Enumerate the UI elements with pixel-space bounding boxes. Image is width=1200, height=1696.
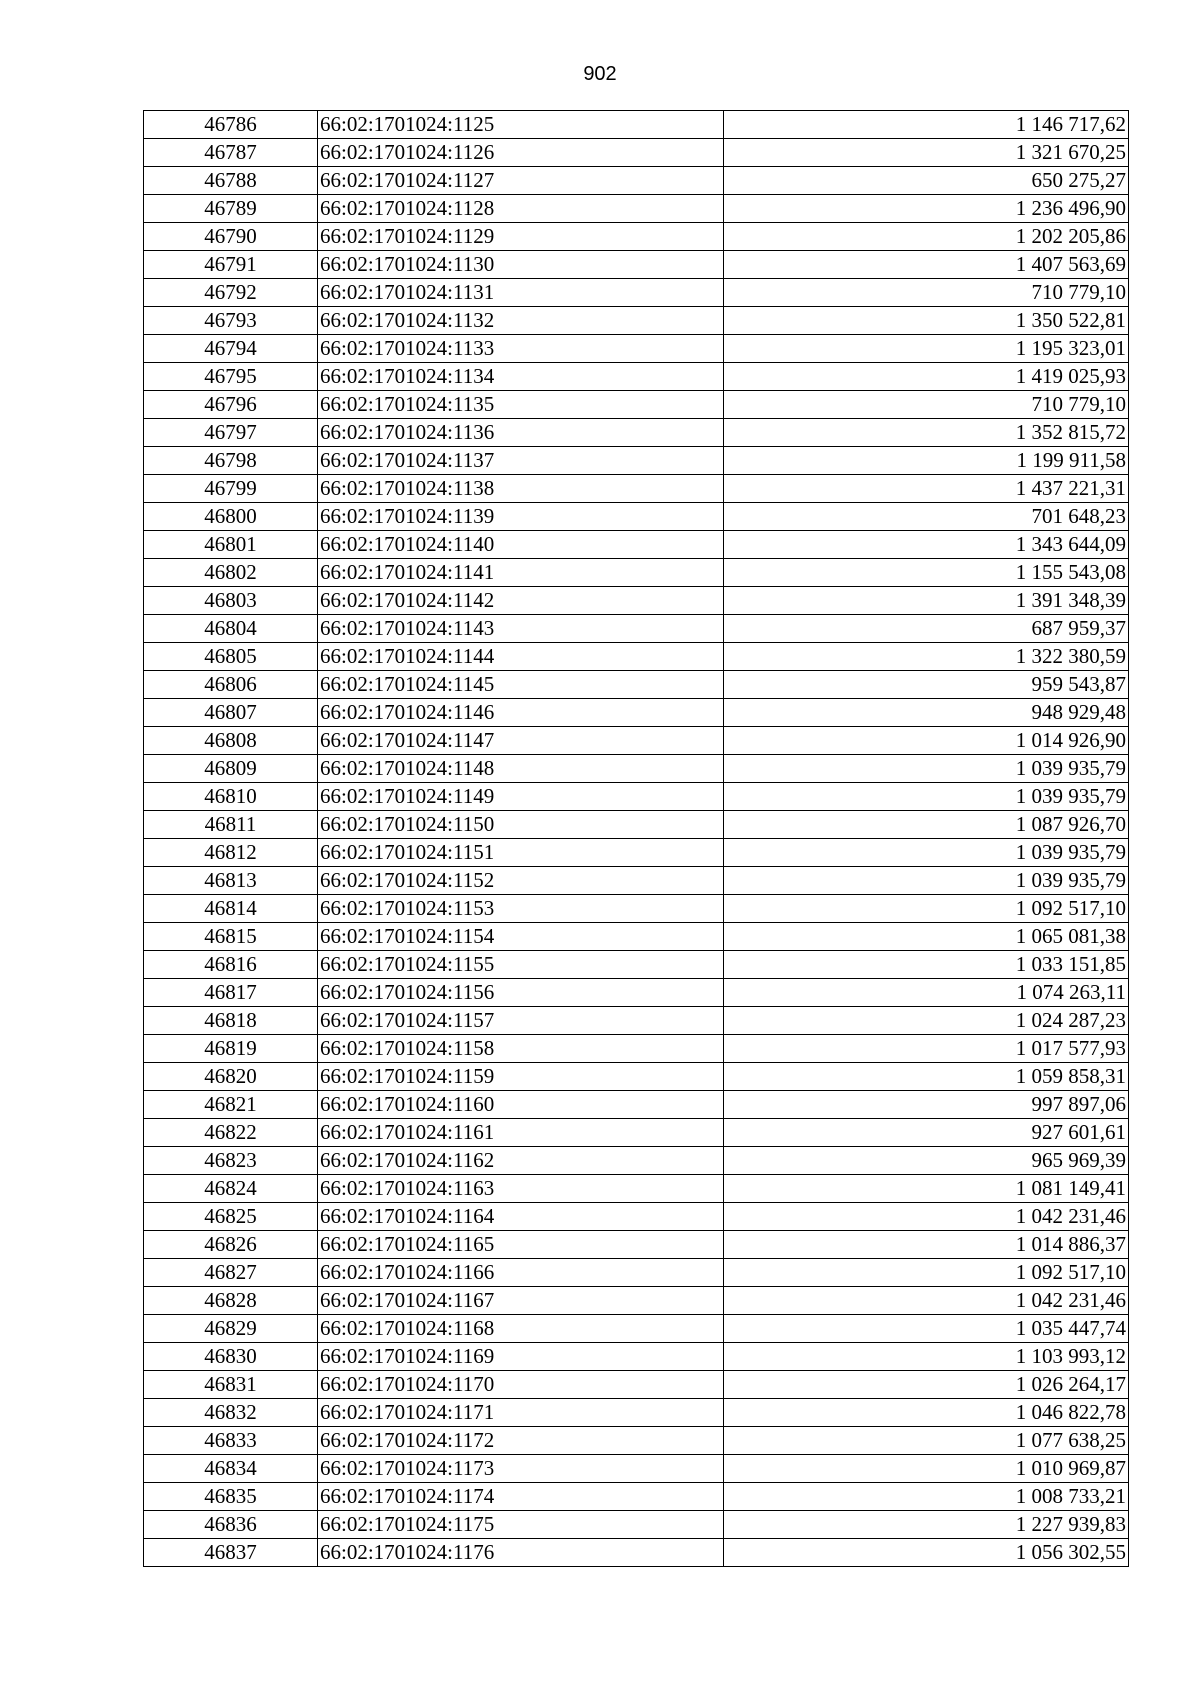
cadastral-number-cell: 66:02:1701024:1163 [318, 1175, 724, 1203]
table-row [144, 1511, 1129, 1539]
row-number-cell: 46809 [144, 755, 318, 783]
cadastral-number-cell: 66:02:1701024:1147 [318, 727, 724, 755]
cadastral-value-cell: 1 014 926,90 [724, 727, 1129, 755]
row-number-cell: 46834 [144, 1455, 318, 1483]
row-number-cell: 46791 [144, 251, 318, 279]
table-row [144, 419, 1129, 447]
table-row [144, 279, 1129, 307]
cadastral-value-cell: 1 035 447,74 [724, 1315, 1129, 1343]
cadastral-number-cell: 66:02:1701024:1160 [318, 1091, 724, 1119]
cadastral-value-cell: 1 155 543,08 [724, 559, 1129, 587]
cadastral-number-cell: 66:02:1701024:1140 [318, 531, 724, 559]
cadastral-number-cell: 66:02:1701024:1148 [318, 755, 724, 783]
cadastral-value-cell: 959 543,87 [724, 671, 1129, 699]
cadastral-value-cell: 1 039 935,79 [724, 783, 1129, 811]
cadastral-value-cell: 1 039 935,79 [724, 867, 1129, 895]
cadastral-number-cell: 66:02:1701024:1141 [318, 559, 724, 587]
table-row [144, 839, 1129, 867]
cadastral-value-cell: 687 959,37 [724, 615, 1129, 643]
cadastral-number-cell: 66:02:1701024:1138 [318, 475, 724, 503]
cadastral-number-cell: 66:02:1701024:1158 [318, 1035, 724, 1063]
table-row [144, 1119, 1129, 1147]
row-number-cell: 46824 [144, 1175, 318, 1203]
row-number-cell: 46803 [144, 587, 318, 615]
cadastral-value-cell: 1 343 644,09 [724, 531, 1129, 559]
row-number-cell: 46789 [144, 195, 318, 223]
cadastral-number-cell: 66:02:1701024:1152 [318, 867, 724, 895]
cadastral-value-cell: 1 042 231,46 [724, 1287, 1129, 1315]
cadastral-value-cell: 710 779,10 [724, 391, 1129, 419]
cadastral-value-cell: 1 074 263,11 [724, 979, 1129, 1007]
cadastral-number-cell: 66:02:1701024:1143 [318, 615, 724, 643]
cadastral-number-cell: 66:02:1701024:1167 [318, 1287, 724, 1315]
row-number-cell: 46805 [144, 643, 318, 671]
table-row [144, 951, 1129, 979]
row-number-cell: 46811 [144, 811, 318, 839]
table-row [144, 811, 1129, 839]
cadastral-value-cell: 1 202 205,86 [724, 223, 1129, 251]
cadastral-value-cell: 1 236 496,90 [724, 195, 1129, 223]
table-row [144, 923, 1129, 951]
row-number-cell: 46810 [144, 783, 318, 811]
table-row [144, 1007, 1129, 1035]
row-number-cell: 46816 [144, 951, 318, 979]
cadastral-number-cell: 66:02:1701024:1162 [318, 1147, 724, 1175]
cadastral-value-table [143, 110, 1129, 1567]
row-number-cell: 46832 [144, 1399, 318, 1427]
cadastral-number-cell: 66:02:1701024:1127 [318, 167, 724, 195]
cadastral-number-cell: 66:02:1701024:1131 [318, 279, 724, 307]
cadastral-value-cell: 1 391 348,39 [724, 587, 1129, 615]
row-number-cell: 46829 [144, 1315, 318, 1343]
cadastral-value-cell: 927 601,61 [724, 1119, 1129, 1147]
row-number-cell: 46786 [144, 111, 318, 139]
table-row [144, 531, 1129, 559]
row-number-cell: 46819 [144, 1035, 318, 1063]
row-number-cell: 46793 [144, 307, 318, 335]
row-number-cell: 46804 [144, 615, 318, 643]
table-row [144, 587, 1129, 615]
table-row [144, 111, 1129, 139]
cadastral-number-cell: 66:02:1701024:1165 [318, 1231, 724, 1259]
cadastral-number-cell: 66:02:1701024:1172 [318, 1427, 724, 1455]
cadastral-number-cell: 66:02:1701024:1134 [318, 363, 724, 391]
row-number-cell: 46823 [144, 1147, 318, 1175]
cadastral-value-cell: 1 042 231,46 [724, 1203, 1129, 1231]
table-row [144, 727, 1129, 755]
cadastral-value-cell: 1 352 815,72 [724, 419, 1129, 447]
table-row [144, 447, 1129, 475]
table-row [144, 895, 1129, 923]
table-row [144, 1259, 1129, 1287]
cadastral-value-cell: 1 010 969,87 [724, 1455, 1129, 1483]
table-row [144, 1175, 1129, 1203]
table-row [144, 699, 1129, 727]
row-number-cell: 46796 [144, 391, 318, 419]
cadastral-number-cell: 66:02:1701024:1175 [318, 1511, 724, 1539]
row-number-cell: 46802 [144, 559, 318, 587]
row-number-cell: 46821 [144, 1091, 318, 1119]
row-number-cell: 46797 [144, 419, 318, 447]
row-number-cell: 46818 [144, 1007, 318, 1035]
cadastral-value-cell: 997 897,06 [724, 1091, 1129, 1119]
row-number-cell: 46827 [144, 1259, 318, 1287]
table-row [144, 1455, 1129, 1483]
table-row [144, 391, 1129, 419]
cadastral-number-cell: 66:02:1701024:1139 [318, 503, 724, 531]
cadastral-number-cell: 66:02:1701024:1155 [318, 951, 724, 979]
cadastral-number-cell: 66:02:1701024:1132 [318, 307, 724, 335]
row-number-cell: 46828 [144, 1287, 318, 1315]
cadastral-number-cell: 66:02:1701024:1169 [318, 1343, 724, 1371]
cadastral-number-cell: 66:02:1701024:1151 [318, 839, 724, 867]
page-number: 902 [583, 63, 617, 85]
row-number-cell: 46830 [144, 1343, 318, 1371]
cadastral-value-cell: 1 321 670,25 [724, 139, 1129, 167]
row-number-cell: 46799 [144, 475, 318, 503]
row-number-cell: 46795 [144, 363, 318, 391]
row-number-cell: 46836 [144, 1511, 318, 1539]
table-row [144, 643, 1129, 671]
cadastral-number-cell: 66:02:1701024:1149 [318, 783, 724, 811]
table-row [144, 335, 1129, 363]
table-row [144, 1399, 1129, 1427]
cadastral-value-cell: 1 407 563,69 [724, 251, 1129, 279]
table-row [144, 1203, 1129, 1231]
cadastral-value-cell: 1 087 926,70 [724, 811, 1129, 839]
row-number-cell: 46790 [144, 223, 318, 251]
cadastral-value-cell: 1 199 911,58 [724, 447, 1129, 475]
cadastral-value-cell: 1 419 025,93 [724, 363, 1129, 391]
cadastral-number-cell: 66:02:1701024:1166 [318, 1259, 724, 1287]
table-row [144, 307, 1129, 335]
cadastral-number-cell: 66:02:1701024:1156 [318, 979, 724, 1007]
cadastral-number-cell: 66:02:1701024:1135 [318, 391, 724, 419]
row-number-cell: 46798 [144, 447, 318, 475]
cadastral-number-cell: 66:02:1701024:1161 [318, 1119, 724, 1147]
cadastral-number-cell: 66:02:1701024:1125 [318, 111, 724, 139]
cadastral-value-cell: 1 146 717,62 [724, 111, 1129, 139]
table-row [144, 979, 1129, 1007]
cadastral-number-cell: 66:02:1701024:1176 [318, 1539, 724, 1567]
row-number-cell: 46835 [144, 1483, 318, 1511]
cadastral-number-cell: 66:02:1701024:1173 [318, 1455, 724, 1483]
cadastral-number-cell: 66:02:1701024:1136 [318, 419, 724, 447]
row-number-cell: 46833 [144, 1427, 318, 1455]
cadastral-number-cell: 66:02:1701024:1133 [318, 335, 724, 363]
cadastral-number-cell: 66:02:1701024:1142 [318, 587, 724, 615]
row-number-cell: 46826 [144, 1231, 318, 1259]
row-number-cell: 46831 [144, 1371, 318, 1399]
cadastral-value-cell: 1 008 733,21 [724, 1483, 1129, 1511]
cadastral-number-cell: 66:02:1701024:1145 [318, 671, 724, 699]
table-row [144, 1147, 1129, 1175]
cadastral-value-cell: 701 648,23 [724, 503, 1129, 531]
table-row [144, 251, 1129, 279]
cadastral-number-cell: 66:02:1701024:1144 [318, 643, 724, 671]
cadastral-value-cell: 1 039 935,79 [724, 755, 1129, 783]
row-number-cell: 46815 [144, 923, 318, 951]
table-row [144, 1063, 1129, 1091]
cadastral-number-cell: 66:02:1701024:1137 [318, 447, 724, 475]
row-number-cell: 46808 [144, 727, 318, 755]
cadastral-value-cell: 1 195 323,01 [724, 335, 1129, 363]
cadastral-number-cell: 66:02:1701024:1153 [318, 895, 724, 923]
cadastral-value-cell: 1 024 287,23 [724, 1007, 1129, 1035]
row-number-cell: 46792 [144, 279, 318, 307]
cadastral-value-cell: 1 059 858,31 [724, 1063, 1129, 1091]
cadastral-number-cell: 66:02:1701024:1164 [318, 1203, 724, 1231]
cadastral-value-cell: 965 969,39 [724, 1147, 1129, 1175]
cadastral-value-cell: 1 056 302,55 [724, 1539, 1129, 1567]
row-number-cell: 46814 [144, 895, 318, 923]
table-row [144, 615, 1129, 643]
table-row [144, 755, 1129, 783]
cadastral-value-cell: 650 275,27 [724, 167, 1129, 195]
row-number-cell: 46812 [144, 839, 318, 867]
table-row [144, 1539, 1129, 1567]
table-row [144, 1315, 1129, 1343]
row-number-cell: 46825 [144, 1203, 318, 1231]
cadastral-value-cell: 1 081 149,41 [724, 1175, 1129, 1203]
row-number-cell: 46787 [144, 139, 318, 167]
cadastral-number-cell: 66:02:1701024:1130 [318, 251, 724, 279]
cadastral-value-cell: 1 014 886,37 [724, 1231, 1129, 1259]
cadastral-number-cell: 66:02:1701024:1126 [318, 139, 724, 167]
cadastral-number-cell: 66:02:1701024:1128 [318, 195, 724, 223]
cadastral-value-cell: 1 437 221,31 [724, 475, 1129, 503]
cadastral-value-cell: 1 092 517,10 [724, 1259, 1129, 1287]
cadastral-value-cell: 1 103 993,12 [724, 1343, 1129, 1371]
cadastral-value-cell: 710 779,10 [724, 279, 1129, 307]
cadastral-number-cell: 66:02:1701024:1168 [318, 1315, 724, 1343]
table-row [144, 139, 1129, 167]
row-number-cell: 46788 [144, 167, 318, 195]
row-number-cell: 46794 [144, 335, 318, 363]
cadastral-value-cell: 1 033 151,85 [724, 951, 1129, 979]
row-number-cell: 46837 [144, 1539, 318, 1567]
table-row [144, 363, 1129, 391]
cadastral-value-cell: 1 065 081,38 [724, 923, 1129, 951]
row-number-cell: 46807 [144, 699, 318, 727]
cadastral-number-cell: 66:02:1701024:1170 [318, 1371, 724, 1399]
row-number-cell: 46813 [144, 867, 318, 895]
cadastral-value-cell: 1 092 517,10 [724, 895, 1129, 923]
table-row [144, 559, 1129, 587]
table-row [144, 503, 1129, 531]
table-row [144, 1035, 1129, 1063]
row-number-cell: 46822 [144, 1119, 318, 1147]
table-row [144, 1343, 1129, 1371]
cadastral-number-cell: 66:02:1701024:1159 [318, 1063, 724, 1091]
cadastral-value-cell: 1 227 939,83 [724, 1511, 1129, 1539]
cadastral-value-cell: 1 046 822,78 [724, 1399, 1129, 1427]
table-row [144, 671, 1129, 699]
table-body [144, 111, 1129, 1567]
table-row [144, 167, 1129, 195]
cadastral-number-cell: 66:02:1701024:1150 [318, 811, 724, 839]
table-row [144, 1231, 1129, 1259]
table-row [144, 867, 1129, 895]
table-row [144, 475, 1129, 503]
cadastral-value-cell: 1 017 577,93 [724, 1035, 1129, 1063]
table-row [144, 1287, 1129, 1315]
cadastral-number-cell: 66:02:1701024:1154 [318, 923, 724, 951]
cadastral-number-cell: 66:02:1701024:1171 [318, 1399, 724, 1427]
table-row [144, 1427, 1129, 1455]
cadastral-value-cell: 1 350 522,81 [724, 307, 1129, 335]
row-number-cell: 46801 [144, 531, 318, 559]
row-number-cell: 46820 [144, 1063, 318, 1091]
cadastral-value-cell: 1 026 264,17 [724, 1371, 1129, 1399]
cadastral-number-cell: 66:02:1701024:1174 [318, 1483, 724, 1511]
table-row [144, 783, 1129, 811]
cadastral-value-cell: 1 322 380,59 [724, 643, 1129, 671]
cadastral-number-cell: 66:02:1701024:1157 [318, 1007, 724, 1035]
table-row [144, 223, 1129, 251]
cadastral-value-cell: 1 077 638,25 [724, 1427, 1129, 1455]
cadastral-number-cell: 66:02:1701024:1146 [318, 699, 724, 727]
row-number-cell: 46806 [144, 671, 318, 699]
cadastral-value-cell: 1 039 935,79 [724, 839, 1129, 867]
cadastral-value-cell: 948 929,48 [724, 699, 1129, 727]
table-row [144, 1483, 1129, 1511]
table-row [144, 1091, 1129, 1119]
table-row [144, 195, 1129, 223]
table-row [144, 1371, 1129, 1399]
cadastral-number-cell: 66:02:1701024:1129 [318, 223, 724, 251]
row-number-cell: 46817 [144, 979, 318, 1007]
row-number-cell: 46800 [144, 503, 318, 531]
